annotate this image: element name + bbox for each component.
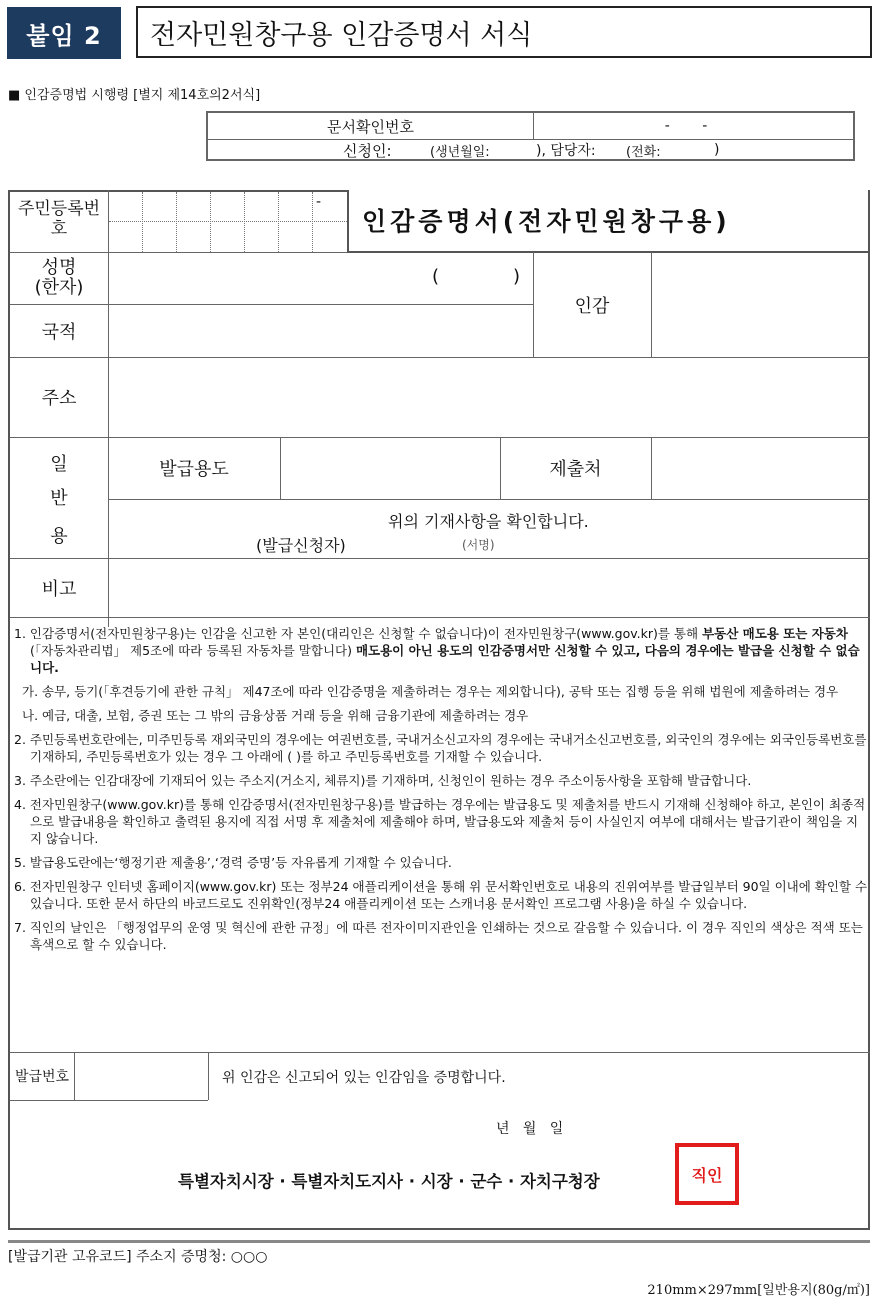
note-5: 5. 발급용도란에는‘행정기관 제출용’,‘경력 증명’등 자유롭게 기재할 수 있습니다. xyxy=(14,855,452,870)
footer-divider xyxy=(8,1240,870,1243)
issue-number-label: 발급번호 xyxy=(14,1069,70,1085)
note-1-na: 나. 예금, 대출, 보험, 증권 또는 그 밖의 금융상품 거래 등을 위해 금융기관에 제출하려는 경우 xyxy=(22,708,529,723)
general-label-1: 일 xyxy=(50,454,68,475)
purpose-label: 발급용도 xyxy=(159,459,229,480)
issuer-title: 특별자치시장 · 특별자치도지사 · 시장 · 군수 · 자치구청장 xyxy=(178,1172,600,1191)
paper-spec: 210mm×297mm[일반용지(80g/㎡)] xyxy=(647,1283,870,1298)
hanja-paren-close: ) xyxy=(513,266,521,287)
sign-hint: (서명) xyxy=(462,538,495,552)
notes-section xyxy=(14,625,870,960)
note-1: 1. 인감증명서(전자민원창구용)는 인감을 신고한 자 본인(대리인은 신청할 수 없습니다)이 전자민원창구(www.gov.kr)를 통해 부동산 매도용 또는 자동차(「자동차관리법」 제5조에 따라 등록된 자동차를 말합니다) 매도용이 아닌 용도의 인감증명서만 신청할 수 있고, 다음의 경우에는 발급을 신청할 수 없습니다. xyxy=(14,626,860,675)
issue-date: 년 월 일 xyxy=(496,1121,564,1137)
official-seal-stamp: 직인 xyxy=(675,1143,739,1205)
manager-label: ), 담당자: xyxy=(536,143,596,159)
note-2: 2. 주민등록번호란에는, 미주민등록 재외국민의 경우에는 여권번호를, 국내거소신고자의 경우에는 국내거소신고번호를, 외국인의 경우에는 외국인등록번호를 기재하되, 주민등록번호가 있는 경우 그 아래에 ( )를 하고 주민등록번호를 기재할 수 있습니다. xyxy=(14,732,867,764)
document-confirm-box xyxy=(206,111,855,161)
submit-to-label: 제출처 xyxy=(549,459,602,480)
note-1-ga: 가. 송무, 등기(「후견등기에 관한 규칙」 제47조에 따라 인감증명을 제출하려는 경우는 제외합니다), 공탁 또는 집행 등을 위해 법원에 제출하려는 경우 xyxy=(22,684,839,699)
page-title: 전자민원창구용 인감증명서 서식 xyxy=(136,6,872,58)
rrn-label: 주민등록번호 xyxy=(17,199,101,239)
phone-label: (전화: xyxy=(626,144,661,160)
note-7: 7. 직인의 날인은 「행정업무의 운영 및 혁신에 관한 규정」에 따른 전자이미지관인을 인쇄하는 것으로 갈음할 수 있습니다. 이 경우 직인의 색상은 적색 또는 흑색으로 할 수 있습니다. xyxy=(14,920,863,952)
rrn-dash: - xyxy=(316,194,322,210)
note-3: 3. 주소란에는 인감대장에 기재되어 있는 주소지(거소지, 체류지)를 기재하며, 신청인이 원하는 경우 주소이동사항을 포함해 발급합니다. xyxy=(14,773,752,788)
address-label: 주소 xyxy=(41,388,77,409)
confirm-statement: 위의 기재사항을 확인합니다. xyxy=(388,512,589,531)
note-6: 6. 전자민원창구 인터넷 홈페이지(www.gov.kr) 또는 정부24 애플리케이션을 통해 위 문서확인번호로 내용의 진위여부를 발급일부터 90일 이내에 확인할 수 있습니다. 또한 문서 하단의 바코드로도 진위확인(정부24 애플리케이션 또는 스캐너용 문서확인 프로그램 사용)을 하실 수 있습니다. xyxy=(14,879,868,911)
birth-label: (생년월일: xyxy=(430,144,490,160)
note-4: 4. 전자민원창구(www.gov.kr)를 통해 인감증명서(전자민원창구용)를 발급하는 경우에는 발급용도 및 제출처를 반드시 기재해 신청해야 하고, 본인이 최종적으로 발급내용을 확인하고 출력된 용지에 직접 서명 후 제출처에 제출해야 하며, 발급용도와 제출처 등이 사실인지 여부에 대해서는 발급기관이 책임을 지지 않습니다. xyxy=(14,797,866,846)
certificate-title: 인감증명서(전자민원창구용) xyxy=(362,207,731,236)
remarks-label: 비고 xyxy=(41,578,77,600)
doc-number-label: 문서확인번호 xyxy=(208,113,534,139)
certify-statement: 위 인감은 신고되어 있는 인감임을 증명합니다. xyxy=(222,1070,506,1086)
applicant-label: 신청인: xyxy=(343,141,392,160)
issuer-code: [발급기관 고유코드] 주소지 증명청: ○○○ xyxy=(8,1249,268,1265)
attachment-badge: 붙임 2 xyxy=(7,7,121,59)
hanja-paren-open: ( xyxy=(432,266,440,287)
form-reference: ■ 인감증명법 시행령 [별지 제14호의2서식] xyxy=(8,88,261,103)
seal-label: 인감 xyxy=(574,295,610,317)
applicant-sign-label: (발급신청자) xyxy=(256,536,346,555)
nationality-label: 국적 xyxy=(41,321,77,343)
seal-area xyxy=(652,253,868,357)
phone-close: ) xyxy=(714,142,720,158)
doc-number-value: - - xyxy=(664,118,722,134)
general-label-2: 반 xyxy=(50,488,68,509)
general-label-3: 용 xyxy=(50,526,68,547)
name-label: 성명 (한자) xyxy=(34,257,84,298)
